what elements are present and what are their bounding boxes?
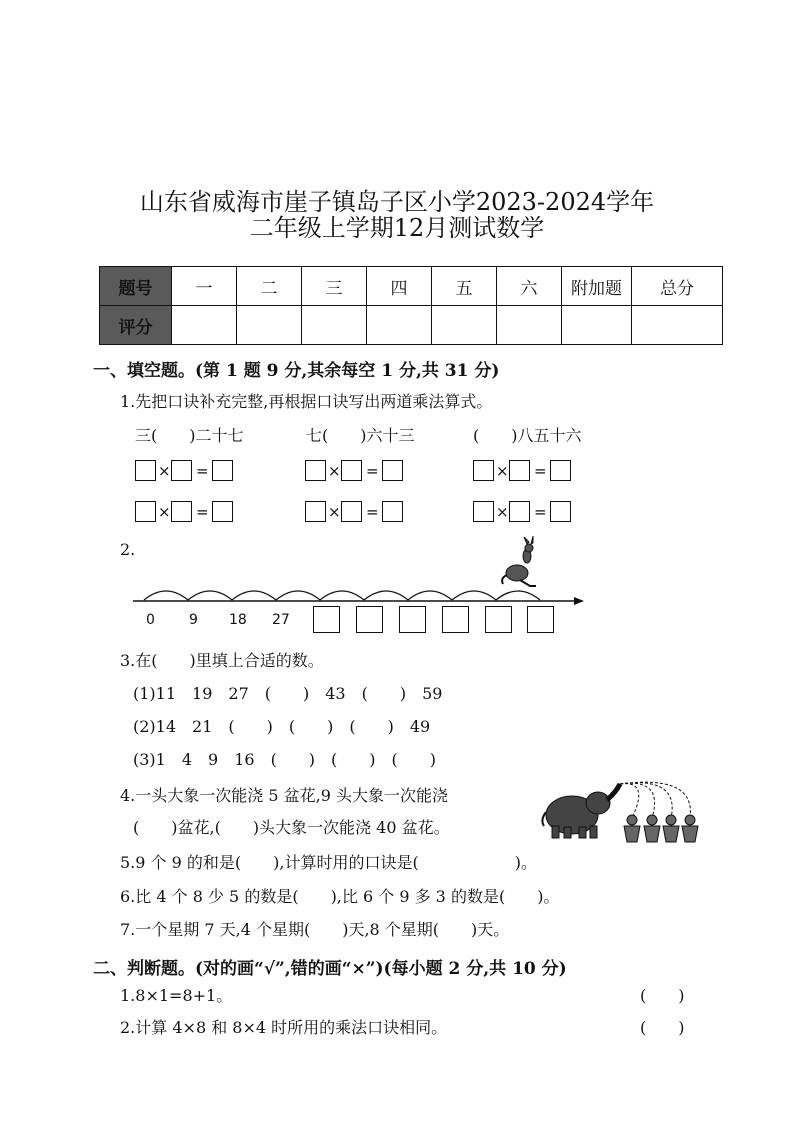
column-header: 三 — [302, 267, 367, 306]
q3-row-2: (2)14 21 ( ) ( ) ( ) 49 — [133, 717, 431, 736]
equals-sign: = — [366, 503, 379, 521]
tick-label: 9 — [189, 612, 198, 628]
section2-heading: 二、判断题。(对的画“√”,错的画“×”)(每小题 2 分,共 10 分) — [93, 959, 567, 979]
q7-text: 7.一个星期 7 天,4 个星期( )天,8 个星期( )天。 — [120, 920, 510, 939]
page-title: 山东省威海市崖子镇岛子区小学2023-2024学年 — [139, 188, 655, 216]
q6-text: 6.比 4 个 8 少 5 的数是( ),比 6 个 9 多 3 的数是( )。 — [120, 887, 560, 906]
q3-row-3: (3)1 4 9 16 ( ) ( ) ( ) — [133, 750, 437, 769]
column-header: 六 — [497, 267, 562, 306]
column-header: 附加题 — [562, 267, 632, 306]
q4-line-1: 4.一头大象一次能浇 5 盆花,9 头大象一次能浇 — [120, 786, 448, 805]
column-header: 一 — [172, 267, 237, 306]
column-header: 总分 — [632, 267, 723, 306]
tick-label: 18 — [229, 612, 247, 628]
column-header: 二 — [237, 267, 302, 306]
times-sign: × — [328, 462, 341, 480]
q2-label: 2. — [120, 540, 136, 559]
header-label-cell: 题号 — [100, 267, 172, 306]
page-subtitle: 二年级上学期12月测试数学 — [249, 214, 545, 242]
judgment-item-1: 1.8×1=8+1。 — [120, 986, 233, 1005]
q1-rhyme-3: ( )八五十六 — [473, 426, 582, 445]
times-sign: × — [158, 503, 171, 521]
judgment-bracket-1[interactable]: ( ) — [640, 986, 685, 1005]
column-header: 四 — [367, 267, 432, 306]
elephant-icon — [542, 784, 620, 838]
times-sign: × — [328, 503, 341, 521]
q5-text: 5.9 个 9 的和是( ),计算时用的口诀是( )。 — [120, 853, 537, 872]
equals-sign: = — [196, 503, 209, 521]
times-sign: × — [158, 462, 171, 480]
q3-row-1: (1)11 19 27 ( ) 43 ( ) 59 — [133, 684, 443, 703]
q4-line-2: ( )盆花,( )头大象一次能浇 40 盆花。 — [133, 818, 450, 837]
judgment-bracket-2[interactable]: ( ) — [640, 1018, 685, 1037]
column-header: 五 — [432, 267, 497, 306]
tick-label: 0 — [146, 612, 155, 628]
times-sign: × — [496, 462, 509, 480]
judgment-item-2: 2.计算 4×8 和 8×4 时所用的乘法口诀相同。 — [120, 1018, 448, 1037]
section1-heading: 一、填空题。(第 1 题 9 分,其余每空 1 分,共 31 分) — [93, 361, 500, 381]
equals-sign: = — [366, 462, 379, 480]
q1-rhyme-1: 三( )二十七 — [135, 426, 244, 445]
times-sign: × — [496, 503, 509, 521]
equals-sign: = — [534, 503, 547, 521]
water-spray — [620, 782, 690, 818]
q1-rhyme-2: 七( )六十三 — [306, 426, 415, 445]
tick-label: 27 — [272, 612, 290, 628]
score-label-cell: 评分 — [100, 306, 172, 345]
equals-sign: = — [534, 462, 547, 480]
q1-text: 1.先把口诀补充完整,再根据口诀写出两道乘法算式。 — [120, 392, 493, 411]
flower-pot-icon — [624, 815, 698, 842]
equals-sign: = — [196, 462, 209, 480]
q3-text: 3.在( )里填上合适的数。 — [120, 651, 324, 670]
